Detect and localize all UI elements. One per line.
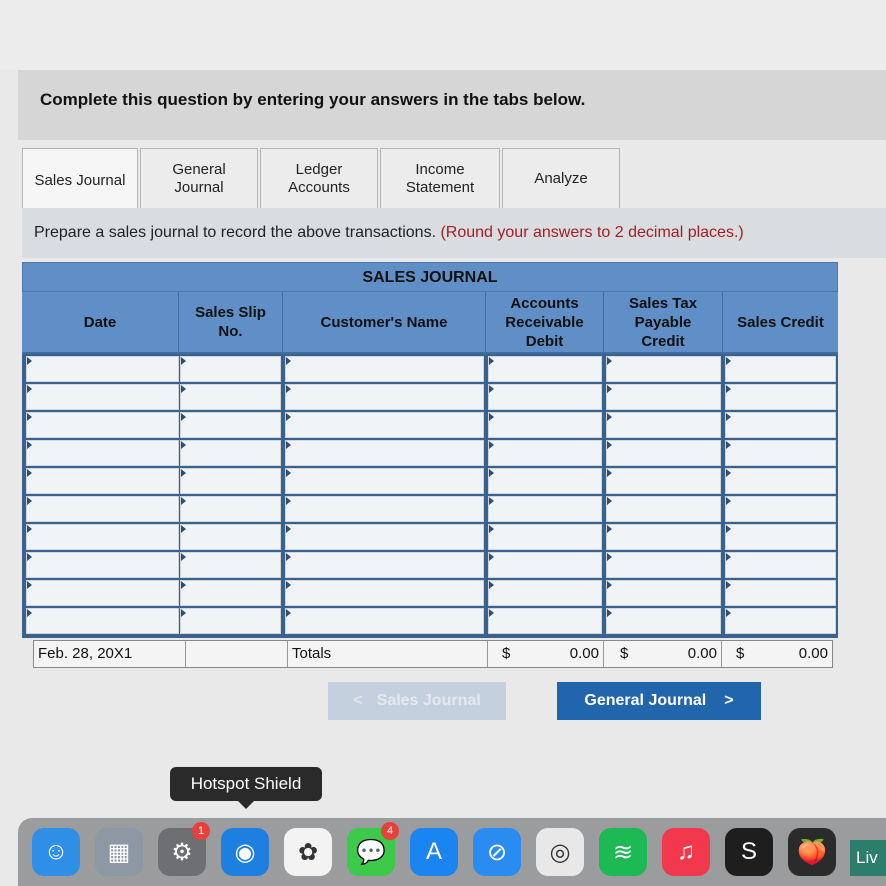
header-label: Sales Tax Payable Credit [628, 294, 698, 350]
sales-slip-input[interactable] [180, 440, 281, 466]
customer-name-input[interactable] [285, 384, 484, 410]
totals-row [33, 640, 833, 668]
header-label: Sales Credit [737, 313, 824, 331]
shortcut-icon[interactable]: S [725, 828, 773, 876]
column-header-accounts-receivable [486, 292, 604, 352]
journal-row [22, 412, 838, 438]
sales-tax-credit-input[interactable] [606, 384, 721, 410]
totals-label: Totals [288, 641, 488, 667]
sales-credit-input[interactable] [725, 580, 836, 606]
sales-credit-input[interactable] [725, 356, 836, 382]
sales-credit-input[interactable] [725, 608, 836, 634]
ar-debit-input[interactable] [488, 356, 602, 382]
chevron-right-icon: > [724, 692, 734, 709]
sales-tax-credit-input[interactable] [606, 440, 721, 466]
tab-label: Sales Journal [34, 171, 126, 189]
notification-badge: 1 [192, 822, 210, 840]
chrome-icon[interactable]: ◎ [536, 828, 584, 876]
sales-slip-input[interactable] [180, 580, 281, 606]
date-input[interactable] [26, 580, 179, 606]
sales-credit-input[interactable] [725, 552, 836, 578]
date-input[interactable] [26, 608, 179, 634]
customer-name-input[interactable] [285, 440, 484, 466]
hotspot-shield-icon[interactable]: ◉ [221, 828, 269, 876]
journal-row [22, 552, 838, 578]
sales-credit-input[interactable] [725, 524, 836, 550]
next-tab-button[interactable] [557, 682, 761, 720]
column-header-sales-slip [179, 292, 283, 352]
date-input[interactable] [26, 356, 179, 382]
sales-dollar-sign: $ [736, 645, 745, 662]
tax-dollar-sign: $ [620, 645, 629, 662]
sales-credit-input[interactable] [725, 468, 836, 494]
page-background [0, 0, 886, 70]
tab-income-statement[interactable] [380, 148, 500, 210]
sales-tax-credit-input[interactable] [606, 524, 721, 550]
journal-title: SALES JOURNAL [22, 262, 838, 292]
customer-name-input[interactable] [285, 356, 484, 382]
safari-icon[interactable]: ⊘ [473, 828, 521, 876]
date-input[interactable] [26, 524, 179, 550]
date-input[interactable] [26, 440, 179, 466]
journal-row [22, 468, 838, 494]
finder-icon[interactable]: ☺ [32, 828, 80, 876]
ar-debit-input[interactable] [488, 468, 602, 494]
sales-credit-input[interactable] [725, 496, 836, 522]
customer-name-input[interactable] [285, 468, 484, 494]
chevron-left-icon: < [353, 692, 363, 709]
date-input[interactable] [26, 384, 179, 410]
tab-label: General Journal [172, 161, 226, 196]
macos-dock [18, 818, 886, 886]
sales-credit-input[interactable] [725, 412, 836, 438]
ar-debit-input[interactable] [488, 412, 602, 438]
journal-row [22, 384, 838, 410]
sales-tax-credit-input[interactable] [606, 496, 721, 522]
tab-label: Income Statement [405, 161, 475, 196]
prev-tab-button[interactable] [328, 682, 506, 720]
ar-debit-input[interactable] [488, 608, 602, 634]
photos-icon[interactable]: ✿ [284, 828, 332, 876]
date-input[interactable] [26, 552, 179, 578]
column-header-sales-tax [604, 292, 723, 352]
column-header-date [22, 292, 179, 352]
sales-total-value: 0.00 [798, 645, 828, 662]
spotify-icon[interactable]: ≋ [599, 828, 647, 876]
header-label: Sales Slip No. [195, 304, 266, 340]
ar-dollar-sign: $ [502, 645, 511, 662]
journal-row [22, 496, 838, 522]
totals-tax [604, 641, 722, 667]
sales-slip-input[interactable] [180, 608, 281, 634]
ar-total-value: 0.00 [569, 645, 599, 662]
sales-tax-credit-input[interactable] [606, 580, 721, 606]
app-store-icon[interactable]: A [410, 828, 458, 876]
ar-debit-input[interactable] [488, 384, 602, 410]
system-preferences-icon[interactable]: ⚙ 1 [158, 828, 206, 876]
sales-credit-input[interactable] [725, 440, 836, 466]
ar-debit-input[interactable] [488, 496, 602, 522]
tab-label: Analyze [534, 170, 588, 187]
tab-label: Ledger Accounts [288, 161, 350, 196]
date-input[interactable] [26, 468, 179, 494]
sales-slip-input[interactable] [180, 496, 281, 522]
sales-tax-credit-input[interactable] [606, 552, 721, 578]
customer-name-input[interactable] [285, 496, 484, 522]
customer-name-input[interactable] [285, 608, 484, 634]
sales-tax-credit-input[interactable] [606, 412, 721, 438]
sales-credit-input[interactable] [725, 384, 836, 410]
tab-sales-journal[interactable] [22, 148, 138, 212]
date-input[interactable] [26, 496, 179, 522]
instructions-text [34, 224, 744, 242]
ar-debit-input[interactable] [488, 580, 602, 606]
tax-total-value: 0.00 [687, 645, 717, 662]
sales-slip-input[interactable] [180, 552, 281, 578]
banner-text: Complete this question by entering your answers in the tabs below. [40, 90, 586, 109]
sales-slip-input[interactable] [180, 524, 281, 550]
tab-ledger-accounts[interactable] [260, 148, 378, 210]
sales-slip-input[interactable] [180, 412, 281, 438]
totals-empty-cell [186, 641, 288, 667]
prev-tab-label: Sales Journal [376, 692, 481, 709]
tab-analyze[interactable] [502, 148, 620, 210]
date-input[interactable] [26, 412, 179, 438]
header-label: Accounts Receivable Debit [505, 294, 584, 350]
instructions-note: (Round your answers to 2 decimal places.) [440, 224, 744, 241]
totals-sales [722, 641, 832, 667]
header-label: Date [83, 313, 117, 331]
music-icon[interactable]: ♫ [662, 828, 710, 876]
ar-debit-input[interactable] [488, 524, 602, 550]
journal-row [22, 440, 838, 466]
header-label: Customer's Name [320, 313, 448, 331]
sales-slip-input[interactable] [180, 356, 281, 382]
ar-debit-input[interactable] [488, 552, 602, 578]
customer-name-input[interactable] [285, 552, 484, 578]
instructions-bar [22, 208, 886, 258]
customer-name-input[interactable] [285, 580, 484, 606]
totals-date: Feb. 28, 20X1 [34, 641, 186, 667]
customer-name-input[interactable] [285, 412, 484, 438]
customer-name-input[interactable] [285, 524, 484, 550]
dock-partial-app[interactable]: Liv [850, 840, 886, 876]
column-header-sales-credit [723, 292, 838, 352]
ar-debit-input[interactable] [488, 440, 602, 466]
tab-general-journal[interactable] [140, 148, 258, 210]
sales-slip-input[interactable] [180, 384, 281, 410]
sales-tax-credit-input[interactable] [606, 608, 721, 634]
sales-tax-credit-input[interactable] [606, 468, 721, 494]
journal-row [22, 524, 838, 550]
journal-row [22, 580, 838, 606]
sales-slip-input[interactable] [180, 468, 281, 494]
journal-header-row [22, 292, 838, 354]
column-header-customer-name [283, 292, 486, 352]
launchpad-icon[interactable]: ▦ [95, 828, 143, 876]
journal-body [22, 354, 838, 638]
messages-icon[interactable]: 💬 4 [347, 828, 395, 876]
next-tab-label: General Journal [584, 692, 707, 709]
instructions-main: Prepare a sales journal to record the above transactions. [34, 224, 437, 241]
sales-journal-table [22, 262, 838, 638]
sales-tax-credit-input[interactable] [606, 356, 721, 382]
instruction-banner [18, 70, 886, 140]
journal-row [22, 356, 838, 382]
journal-row [22, 608, 838, 634]
fl-studio-icon[interactable]: 🍑 [788, 828, 836, 876]
totals-ar [488, 641, 604, 667]
notification-badge: 4 [381, 822, 399, 840]
dock-tooltip: Hotspot Shield [170, 767, 322, 801]
